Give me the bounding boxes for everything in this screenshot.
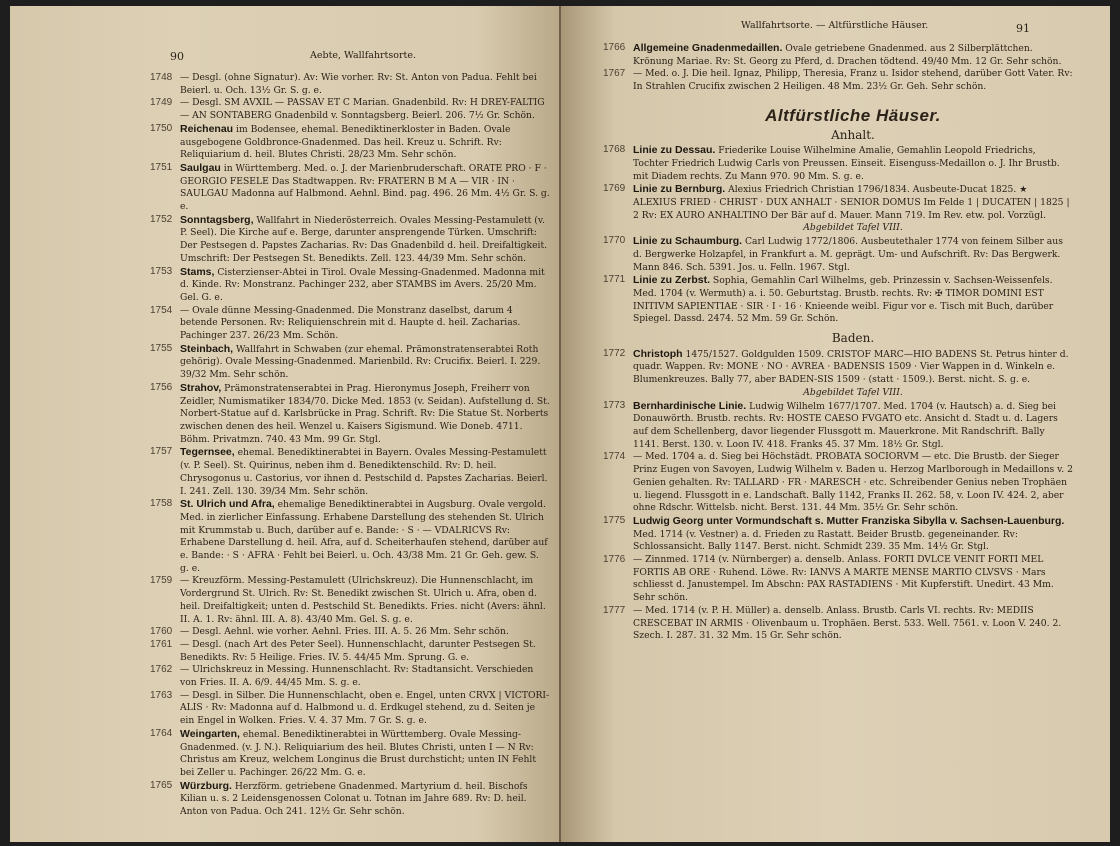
entry xyxy=(150,72,550,97)
entry-heading: St. Ulrich und Afra, xyxy=(180,498,275,511)
entry-heading: Weingarten, xyxy=(180,727,240,740)
entry-text: ehemal. Benediktinerabtei in Württemberg. Ovale Messing-Gnadenmed. (v. J. N.). Reliquiarium des heil. Blutes Christi, unten I — N Rv: Christus am Kreuz, welchem Longinus die Brust durchsticht; unten IN Fehlt bei Zeller u. Pachinger. 26/22 Mm. G. e. xyxy=(180,728,537,778)
entry xyxy=(150,575,550,626)
entry-text: Prämonstratenserabtei in Prag. Hieronymus Joseph, Freiherr von Zeidler, Numismatiker 1834/70. Dicke Med. 1853 (v. Seidan). Aufstellung d. St. Norbert-Statue auf d. Karlsbrücke in Prag. Schrift. Rv: Die Statue St. Norberts zwischen denen des heil. Wenzel u. Kaisers Sigismund. Wie Doneb. 4711. Böhm. Privatmzn. 740. 43 Mm. 99 Gr. Stgl. xyxy=(180,382,550,445)
entry-number: 1763 xyxy=(150,689,173,701)
subsection-title: Baden. xyxy=(831,331,875,346)
entry-text: — Desgl. in Silber. Die Hunnenschlacht, oben e. Engel, unten CRVX | VICTORI-ALIS · Rv: Madonna auf d. Halbmond u. d. Erdkugel stehend, zu d. Seiten je ein Engel in Wolken. Fries. V. 4. 37 Mm. 7 Gr. S. g. e. xyxy=(180,689,550,727)
entry-heading: Stams, xyxy=(180,265,215,278)
running-head: Aebte, Wallfahrtsorte. xyxy=(310,50,416,61)
page-number: 90 xyxy=(170,50,184,63)
entry xyxy=(150,498,550,575)
left-page xyxy=(10,6,559,842)
entry-text: — Desgl. (nach Art des Peter Seel). Hunnenschlacht, darunter Pestsegen St. Benedikts. Rv: 5 Heilige. Fries. IV. 5. 44/45 Mm. Sprung. G. e. xyxy=(180,638,536,663)
entry xyxy=(150,626,550,639)
entry xyxy=(150,728,550,780)
entry-heading: Sonntagsberg, xyxy=(180,213,254,226)
entry-number: 1759 xyxy=(150,575,173,587)
entry xyxy=(150,214,550,266)
entry: 1768 Linie zu Dessau. Friederike Louise Wilhelmine Amalie, Gemahlin Leopold Friedrichs, Tochter Friedrich Ludwig Carls von Preussen. Einseit. Eisenguss-Medaillon o. J. Ihr Brustb. mit Diadem rechts. Zu Mann 970. 90 Mm. S. g. e. xyxy=(603,144,1060,182)
entry-heading: Saulgau xyxy=(180,161,221,174)
entry-number: 1761 xyxy=(150,638,173,650)
entry xyxy=(150,382,550,447)
entry-list xyxy=(603,42,1073,643)
entry xyxy=(150,305,550,343)
entry-number: 1764 xyxy=(150,727,173,739)
open-book xyxy=(10,6,1110,842)
entry-number: 1750 xyxy=(150,122,173,134)
entry-text: Herzförm. getriebene Gnadenmed. Martyrium d. heil. Bischofs Kilian u. s. 2 Leidensgenossen Colonat u. Totnan im Jahre 689. Rv: D. heil. Anton von Padua. Och 241. 12½ Gr. Sehr schön. xyxy=(180,780,528,818)
entry xyxy=(150,664,550,689)
entry: 1774 — Med. 1704 a. d. Sieg bei Höchstädt. PROBATA SOCIORVM — etc. Die Brustb. der Sieger Prinz Eugen von Savoyen, Ludwig Wilhelm v. Baden u. Herzog Marlborough in Medaillons v. 2 Genien gehalten. Rv: TALLARD · FR · MARESCH · etc. Schreibender Genius neben Trophäen u. liegend. Flussgott in e. Landschaft. Bally 1142, Franks II. 262. 58, v. Loon IV. 424. 2, aber ohne Rdschr. Wittelsb. nicht. Berst. 131. 44 Mm. 35½ Gr. Sehr schön. xyxy=(603,451,1073,514)
entry-text: Wallfahrt in Niederösterreich. Ovales Messing-Pestamulett (v. P. Seel). Die Kirche auf e. Berge, darunter ansprengende Türken. Umschrift: Der Pestsegen d. Papstes Zacharias. Rv: Das Gnadenbild d. heil. Dreifaltigkeit. Umschrift: Der Pestsegen St. Benedikts. Zell. 123. 44/39 Mm. Sehr schön. xyxy=(180,214,548,264)
entry-number: 1765 xyxy=(150,779,173,791)
entry-heading: Steinbach, xyxy=(180,342,234,355)
entry: 1775 Ludwig Georg unter Vormundschaft s. Mutter Franziska Sibylla v. Sachsen-Lauenburg. Med. 1714 (v. Vestner) a. d. Frieden zu Rastatt. Beider Brustb. gegeneinander. Rv: Schlossansicht. Bally 1147. Berst. nicht. Schmidt 239. 35 Mm. 14½ Gr. Stgl. xyxy=(603,514,1065,553)
right-page xyxy=(561,6,1110,842)
entry-text: — Desgl. (ohne Signatur). Av: Wie vorher. Rv: St. Anton von Padua. Fehlt bei Beierl. u. Och. 13½ Gr. S. g. e. xyxy=(180,72,537,96)
entry-text: — Ulrichskreuz in Messing. Hunnenschlacht. Rv: Stadtansicht. Verschieden von Fries. II. A. 6/9. 44/45 Mm. S. g. e. xyxy=(180,664,534,689)
entry: 1776 — Zinnmed. 1714 (v. Nürnberger) a. denselb. Anlass. FORTI DVLCE VENIT FORTI MEL FORTIS AB ORE · Ruhend. Löwe. Rv: IANVS A MARTE MENSE MARTIO CLVSVS · Mars schliesst d. Janustempel. Im Abschn: PAX RASTADIENS · Mit Kupferstift. Unedirt. 43 Mm. Sehr schön. xyxy=(603,554,1054,604)
entry: 1771 Linie zu Zerbst. Sophia, Gemahlin Carl Wilhelms, geb. Prinzessin v. Sachsen-Weissenfels. Med. 1704 (v. Wermuth) a. i. 50. Geburtstag. Brustb. rechts. Rv: ✠ TIMOR DOMINI EST INITIVM SAPIENTIAE · SIR · I · 16 · Knieende weibl. Figur vor e. Tisch mit Buch, darüber Spiegel. Dassd. 2474. 52 Mm. 59 Gr. Schön. xyxy=(603,274,1054,325)
entry-number: 1758 xyxy=(150,498,173,510)
entry: 1772 Christoph 1475/1527. Goldgulden 1509. CRISTOF MARC—HIO BADENS St. Petrus hinter d. quadr. Wappen. Rv: MONE · NO · AVREA · BADENSIS 1509 · Vier Wappen in d. Winkeln e. Blumenkreuzes. Bally 77, aber BADEN-SIS 1509 · (statt · 1509.). Berst. nicht. S. g. e. xyxy=(603,347,1069,386)
entry xyxy=(150,690,550,728)
entry-number: 1755 xyxy=(150,342,173,354)
entry-text: — Desgl. Aehnl. wie vorher. Aehnl. Fries. III. A. 5. 26 Mm. Sehr schön. xyxy=(180,626,509,638)
entry-text: ehemal. Benediktinerabtei in Bayern. Ovales Messing-Pestamulett (v. P. Seel). St. Quirinus, neben ihm d. Benediktenschild. Rv: D. heil. Chrysogonus u. Castorius, vor ihnen d. Pestschild d. Papstes Zacharias. Beierl. I. 241. Zell. 130. 39/34 Mm. Sehr schön. xyxy=(180,447,548,497)
entry: 1766 Allgemeine Gnadenmedaillen. Ovale getriebene Gnadenmed. aus 2 Silberplättchen. Krönung Mariae. Rv: St. Georg zu Pferd, d. Drachen tödtend. 49/40 Mm. 12 Gr. Sehr schön. xyxy=(603,42,1062,67)
plate-reference: Abgebildet Tafel VIII. xyxy=(803,222,903,234)
entry xyxy=(150,639,550,664)
entry-text: im Bodensee, ehemal. Benediktinerkloster in Baden. Ovale ausgebogene Goldbronce-Gnadenmed. Das heil. Kreuz u. Schrift. Rv: Reliquiarium d. heil. Blutes Christi. 28/23 Mm. Sehr schön. xyxy=(180,123,511,161)
entry-number: 1753 xyxy=(150,265,173,277)
entry-number: 1762 xyxy=(150,664,173,676)
entry: 1769 Linie zu Bernburg. Alexius Friedrich Christian 1796/1834. Ausbeute-Ducat 1825. ★ ALEXIUS FRIED · CHRIST · DUX ANHALT · SENIOR DOMUS Im Felde 1 | DUCATEN | 1825 | 2 Rv: EX AURO ANHALTINO Der Bär auf d. Mauer. Mann 719. Im Rev. etw. pol. Vorzügl. xyxy=(603,183,1070,221)
subsection-title: Anhalt. xyxy=(831,127,875,142)
entry: 1770 Linie zu Schaumburg. Carl Ludwig 1772/1806. Ausbeutethaler 1774 von feinem Silber aus d. Bergwerke Holzapfel, in Frankfurt a. M. geprägt. Um- und Aufschrift. Rv: Das Bergwerk. Mann 846. Sch. 5391. Jos. u. Felln. 1967. Stgl. xyxy=(603,235,1063,273)
entry xyxy=(150,446,550,498)
entry-number: 1760 xyxy=(150,626,173,638)
entry: 1767 — Med. o. J. Die heil. Ignaz, Philipp, Theresia, Franz u. Isidor stehend, darüber Gott Vater. Rv: In Strahlen Crucifix zwischen 2 Heiligen. 48 Mm. 23½ Gr. Geh. Sehr schön. xyxy=(603,68,1073,93)
entry-number: 1749 xyxy=(150,97,173,109)
entry: 1773 Bernhardinische Linie. Ludwig Wilhelm 1677/1707. Med. 1704 (v. Hautsch) a. d. Sieg bei Donauwörth. Brustb. rechts. Rv: HOSTE CAESO FVGATO etc. Ansicht d. Stadt u. d. Lagers auf dem Schellenberg, davor liegender Flussgott m. Mauerkrone. Mit Randschrift. Bally 1141. Berst. 130. v. Loon IV. 418. Franks 45. 37 Mm. 18½ Gr. Stgl. xyxy=(603,399,1058,450)
entry: 1777 — Med. 1714 (v. P. H. Müller) a. denselb. Anlass. Brustb. Carls VI. rechts. Rv: MEDIIS CRESCEBAT IN ARMIS · Olivenbaum u. Trophäen. Berst. 533. Well. 7561. v. Loon V. 240. 2. Szech. I. 287. 31. 32 Mm. 15 Gr. Sehr schön. xyxy=(603,604,1062,642)
entry-text: — Ovale dünne Messing-Gnadenmed. Die Monstranz daselbst, darum 4 betende Personen. Rv: Reliquienschrein mit d. Haupte d. heil. Zacharias. Pachinger 237. 26/23 Mm. Schön. xyxy=(180,304,521,342)
entry-number: 1757 xyxy=(150,446,173,458)
page-number: 91 xyxy=(1016,22,1030,35)
entry xyxy=(150,343,550,382)
entry-text: — Kreuzförm. Messing-Pestamulett (Ulrichskreuz). Die Hunnenschlacht, im Vordergrund St. Ulrich. Rv: St. Benedikt zwischen St. Ulrich u. Afra, oben d. heil. Dreifaltigkeit; unten d. Pestschild St. Benedikts. Fries. nicht (Avers: ähnl. II. A. 1. Rv: ähnl. III. A. 8). 43/40 Mm. Gel. S. g. e. xyxy=(180,575,546,625)
entry-heading: Strahov, xyxy=(180,381,222,394)
running-head: Wallfahrtsorte. — Altfürstliche Häuser. xyxy=(741,20,929,31)
section-title: Altfürstliche Häuser. xyxy=(765,105,941,125)
entry-number: 1748 xyxy=(150,72,173,83)
entry xyxy=(150,266,550,305)
entry xyxy=(150,97,550,122)
entry-number: 1756 xyxy=(150,381,173,393)
entry-heading: Reichenau xyxy=(180,122,234,135)
entry-text: ehemalige Benediktinerabtei in Augsburg. Ovale vergold. Med. in zierlicher Einfassung. Erhabene Darstellung des stehenden St. Ulrich mit Krummstab u. Buch, darüber auf e. Bande: · S · — VDALRICVS Rv: Erhabene Darstellung d. heil. Afra, auf d. Scheiterhaufen stehend, darüber auf e. Bande: · S · AFRA · Fehlt bei Beierl. u. Och. 43/38 Mm. 21 Gr. Geh. gew. S. g. e. xyxy=(180,499,548,574)
entry-heading: Tegernsee, xyxy=(180,446,235,459)
entry-heading: Würzburg. xyxy=(180,779,232,792)
entry-number: 1751 xyxy=(150,161,173,173)
entry-text: Cisterzienser-Abtei in Tirol. Ovale Messing-Gnadenmed. Madonna mit d. Kinde. Rv: Monstranz. Pachinger 232, aber STAMBS im Avers. 25/20 Mm. Gel. G. e. xyxy=(180,266,545,303)
entry xyxy=(150,780,550,819)
entry-text: Wallfahrt in Schwaben (zur ehemal. Prämonstratenserabtei Roth gehörig). Ovale Messing-Gnadenmed. Marienbild. Rv: Crucifix. Beierl. I. 229. 39/32 Mm. Sehr schön. xyxy=(180,343,541,381)
plate-reference: Abgebildet Tafel VIII. xyxy=(803,386,903,398)
entry-number: 1754 xyxy=(150,304,173,316)
entry xyxy=(150,162,550,214)
entry-text: in Württemberg. Med. o. J. der Marienbruderschaft. ORATE PRO · F · GEORGIO FESELE Das Stadtwappen. Rv: FRATERN B M A — VIR · IN · SAULGAU Madonna auf Halbmond. Aehnl. Bind. pag. 496. 26 Mm. 4½ Gr. S. g. e. xyxy=(180,162,550,213)
entry-text: — Desgl. SM AVXIL — PASSAV ET C Marian. Gnadenbild. Rv: H DREY-FALTIG — AN SONTABERG Gnadenbild v. Sonntagsberg. Beierl. 206. 7½ Gr. Schön. xyxy=(180,97,545,122)
entry xyxy=(150,123,550,162)
entry-number: 1752 xyxy=(150,213,173,225)
entry-list xyxy=(150,72,550,819)
